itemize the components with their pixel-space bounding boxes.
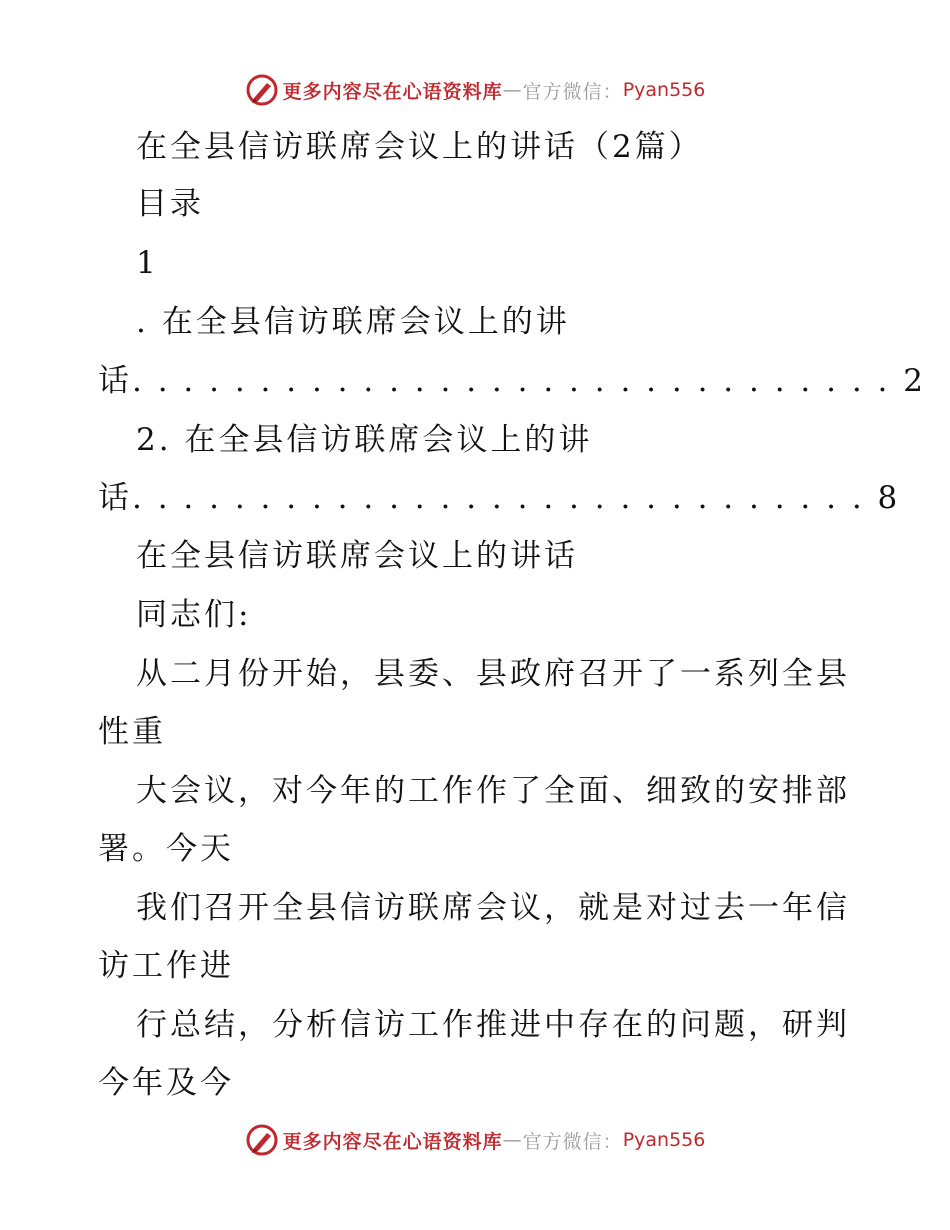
pen-logo-icon [245, 1123, 279, 1157]
toc-item-1-text: . 在全县信访联席会议上的讲 [136, 304, 570, 340]
watermark-wechat-id: Pyan556 [622, 79, 706, 101]
toc-item-1-number: 1 [136, 245, 159, 281]
watermark-text: 更多内容尽在心语资料库 [282, 1130, 503, 1153]
paragraph-3-line-2: 访工作进 [98, 948, 234, 984]
toc-item-1-leader: 话. . . . . . . . . . . . . . . . . . . . . . . . . . . . . . 2 [98, 363, 926, 399]
watermark-separator: — [502, 1129, 523, 1151]
paragraph-3-line-1: 我们召开全县信访联席会议，就是对过去一年信 [136, 890, 850, 926]
pen-logo-icon [245, 73, 279, 107]
paragraph-1-line-2: 性重 [98, 714, 166, 750]
watermark-wechat-id: Pyan556 [622, 1129, 706, 1151]
watermark-wechat-label: 官方微信： [522, 1130, 623, 1153]
paragraph-2-line-2: 署。今天 [98, 831, 234, 867]
footer-watermark [0, 1120, 950, 1160]
header-watermark [0, 70, 950, 110]
paragraph-4-line-2: 今年及今 [98, 1065, 234, 1101]
toc-heading: 目录 [136, 186, 204, 222]
paragraph-4-line-1: 行总结，分析信访工作推进中存在的问题，研判 [136, 1007, 850, 1043]
document-title: 在全县信访联席会议上的讲话（2篇） [136, 129, 703, 165]
paragraph-2-line-1: 大会议，对今年的工作作了全面、细致的安排部 [136, 773, 850, 809]
toc-item-2-leader: 话. . . . . . . . . . . . . . . . . . . . . . . . . . . . . 8 [98, 480, 901, 516]
watermark-separator: — [502, 79, 523, 101]
paragraph-1-line-1: 从二月份开始，县委、县政府召开了一系列全县 [136, 656, 850, 692]
section-title: 在全县信访联席会议上的讲话 [136, 538, 578, 574]
salutation: 同志们: [136, 597, 252, 633]
watermark-wechat-label: 官方微信： [522, 80, 623, 103]
watermark-text: 更多内容尽在心语资料库 [282, 80, 503, 103]
toc-item-2-text: 2. 在全县信访联席会议上的讲 [136, 422, 593, 458]
